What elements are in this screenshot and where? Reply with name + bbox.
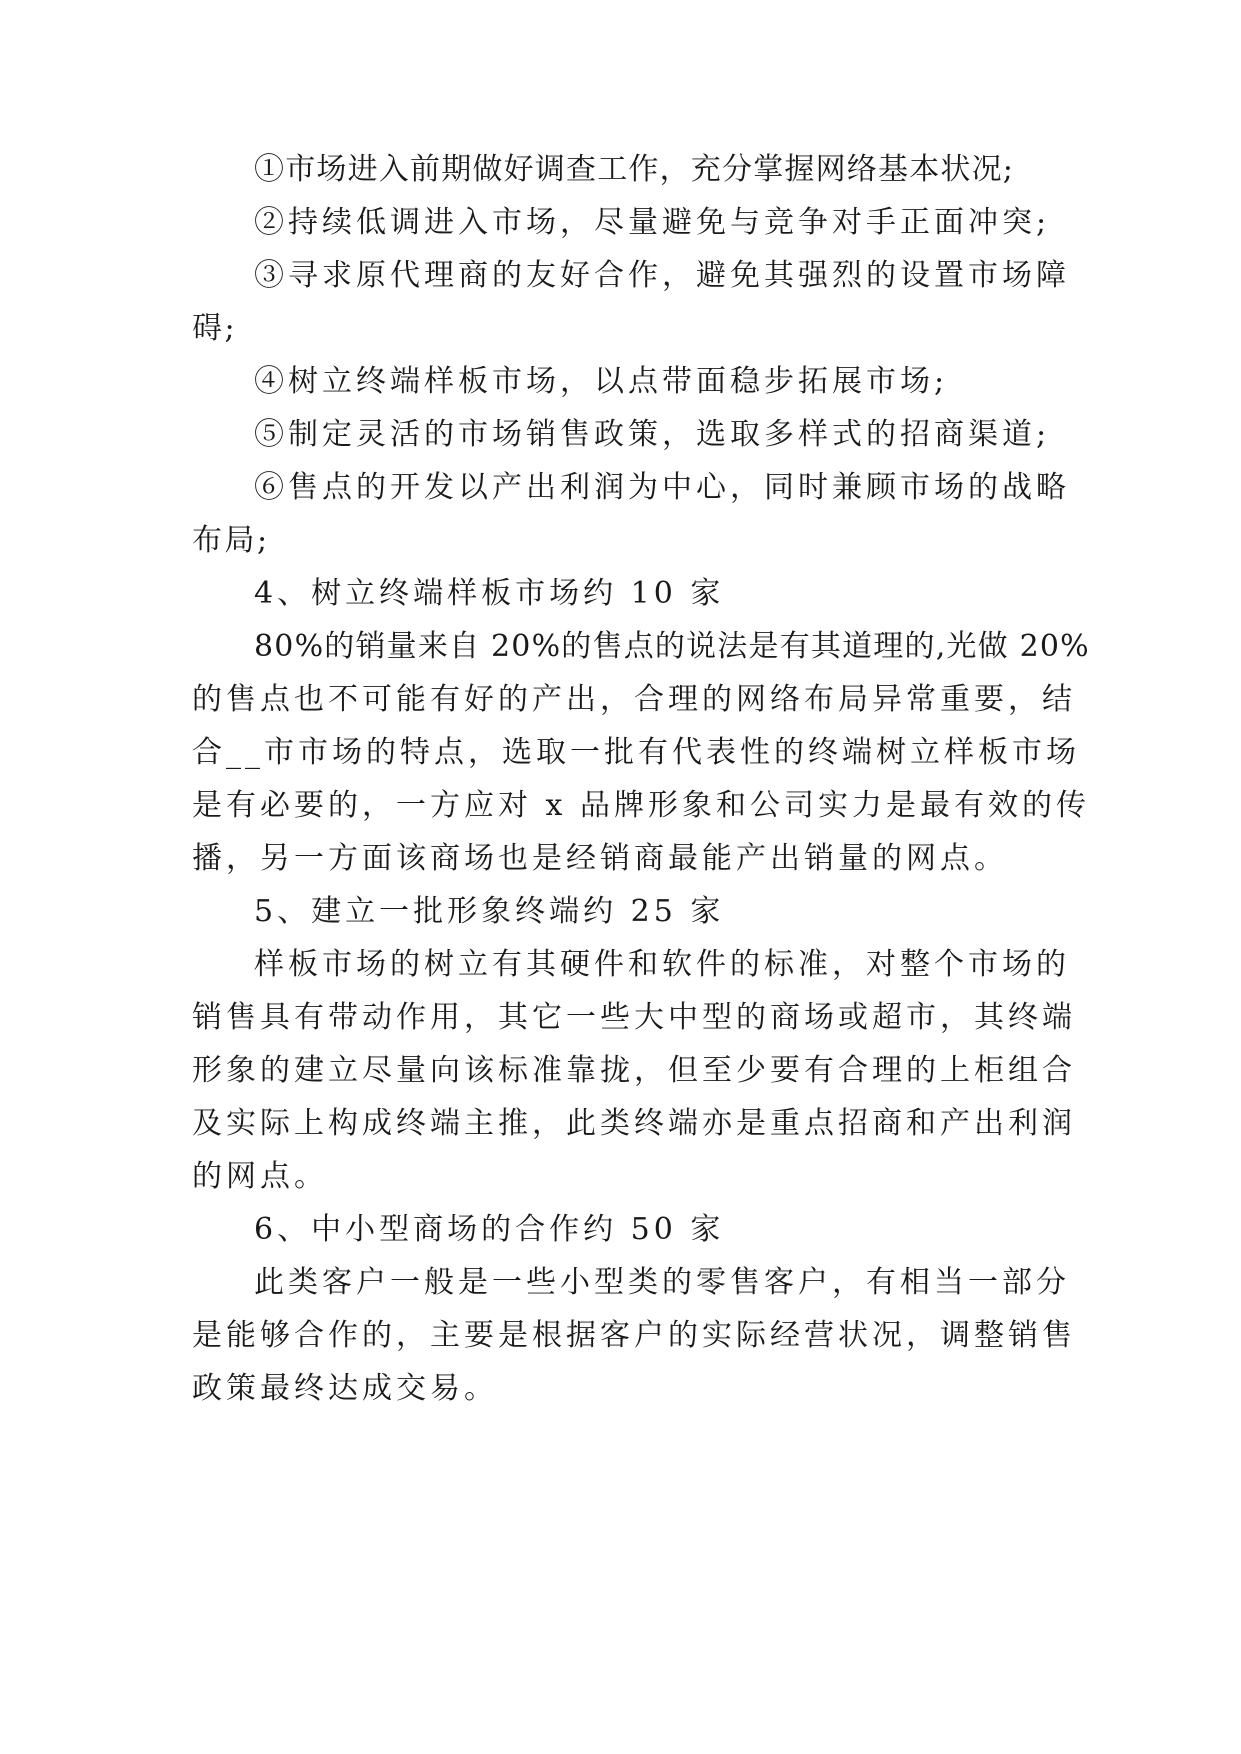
paragraph-line: 及实际上构成终端主推，此类终端亦是重点招商和产出利润 — [192, 1106, 1076, 1141]
paragraph-line: 样板市场的树立有其硬件和软件的标准，对整个市场的 — [254, 947, 1070, 982]
list-item-6: ⑥售点的开发以产出利润为中心，同时兼顾市场的战略 — [254, 470, 1070, 505]
paragraph-line: 是能够合作的，主要是根据客户的实际经营状况，调整销售 — [192, 1318, 1076, 1353]
list-item-2: ②持续低调进入市场，尽量避免与竞争对手正面冲突; — [254, 205, 1051, 240]
paragraph-line: 合__市市场的特点，选取一批有代表性的终端树立样板市场 — [192, 735, 1080, 770]
paragraph-line: 是有必要的，一方应对 x 品牌形象和公司实力是最有效的传 — [192, 788, 1090, 823]
section-heading-4: 4、树立终端样板市场约 10 家 — [254, 576, 725, 611]
paragraph-line: 销售具有带动作用，其它一些大中型的商场或超市，其终端 — [192, 1000, 1076, 1035]
paragraph-line: 播，另一方面该商场也是经销商最能产出销量的网点。 — [192, 841, 1008, 876]
section-heading-6: 6、中小型商场的合作约 50 家 — [254, 1212, 725, 1247]
list-item-3-continued: 碍; — [192, 311, 238, 346]
paragraph-line: 80%的销量来自 20%的售点的说法是有其道理的,光做 20% — [254, 629, 1090, 664]
list-item-6-continued: 布局; — [192, 523, 270, 558]
list-item-3: ③寻求原代理商的友好合作，避免其强烈的设置市场障 — [254, 258, 1070, 293]
list-item-5: ⑤制定灵活的市场销售政策，选取多样式的招商渠道; — [254, 417, 1051, 452]
list-item-4: ④树立终端样板市场，以点带面稳步拓展市场; — [254, 364, 949, 399]
list-item-1: ①市场进入前期做好调查工作，充分掌握网络基本状况; — [254, 152, 1015, 187]
paragraph-line: 政策最终达成交易。 — [192, 1371, 498, 1406]
paragraph-line: 形象的建立尽量向该标准靠拢，但至少要有合理的上柜组合 — [192, 1053, 1076, 1088]
section-heading-5: 5、建立一批形象终端约 25 家 — [254, 894, 725, 929]
paragraph-line: 此类客户一般是一些小型类的零售客户，有相当一部分 — [254, 1265, 1070, 1300]
paragraph-line: 的网点。 — [192, 1159, 328, 1194]
paragraph-line: 的售点也不可能有好的产出，合理的网络布局异常重要，结 — [192, 682, 1076, 717]
